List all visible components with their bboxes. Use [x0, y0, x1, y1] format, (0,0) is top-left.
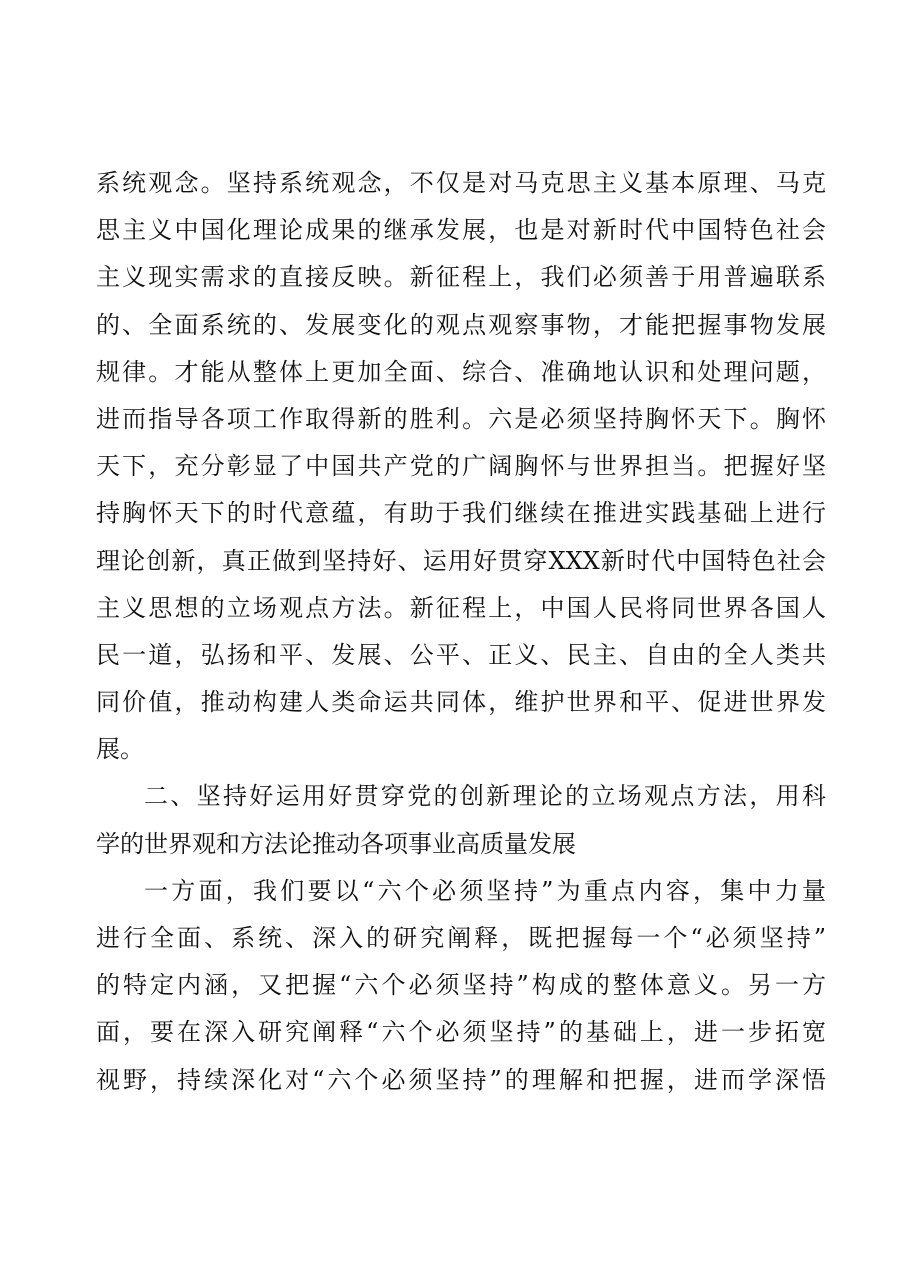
text-line: 进而指导各项工作取得新的胜利。六是必须坚持胸怀天下。胸怀 [96, 404, 826, 433]
text-line: 主义现实需求的直接反映。新征程上，我们必须善于用普遍联系 [96, 263, 826, 292]
text-line: 面，要在深入研究阐释“六个必须坚持”的基础上，进一步拓宽 [96, 1018, 826, 1047]
heading-line: 学的世界观和方法论推动各项事业高质量发展 [96, 829, 576, 858]
text-line: 天下，充分彰显了中国共产党的广阔胸怀与世界担当。把握好坚 [96, 452, 826, 481]
text-line: 民一道，弘扬和平、发展、公平、正义、民主、自由的全人类共 [96, 640, 826, 669]
text-line: 的特定内涵，又把握“六个必须坚持”构成的整体意义。另一方 [96, 971, 826, 1000]
text-line: 进行全面、系统、深入的研究阐释，既把握每一个“必须坚持” [96, 924, 826, 952]
paragraph-continuation [96, 160, 826, 773]
section-heading [96, 773, 826, 867]
text-line: 展。 [96, 735, 144, 764]
heading-line: 二、坚持好运用好贯穿党的创新理论的立场观点方法，用科 [144, 782, 826, 811]
text-line: 的、全面系统的、发展变化的观点观察事物，才能把握事物发展 [96, 310, 826, 339]
text-line: 持胸怀天下的时代意蕴，有助于我们继续在推进实践基础上进行 [96, 499, 826, 528]
text-line: 同价值，推动构建人类命运共同体，维护世界和平、促进世界发 [96, 688, 826, 717]
text-line: 一方面，我们要以“六个必须坚持”为重点内容，集中力量 [144, 876, 826, 905]
paragraph [96, 868, 826, 1104]
text-line: 系统观念。坚持系统观念，不仅是对马克思主义基本原理、马克 [96, 169, 826, 197]
text-line: 主义思想的立场观点方法。新征程上，中国人民将同世界各国人 [96, 593, 826, 622]
text-line: 规律。才能从整体上更加全面、综合、准确地认识和处理问题， [96, 357, 826, 386]
text-line: 视野，持续深化对“六个必须坚持”的理解和把握，进而学深悟 [96, 1065, 826, 1094]
document-body [96, 160, 826, 1104]
text-line: 思主义中国化理论成果的继承发展，也是对新时代中国特色社会 [96, 216, 826, 245]
text-line: 理论创新，真正做到坚持好、运用好贯穿XXX新时代中国特色社会 [96, 546, 826, 575]
